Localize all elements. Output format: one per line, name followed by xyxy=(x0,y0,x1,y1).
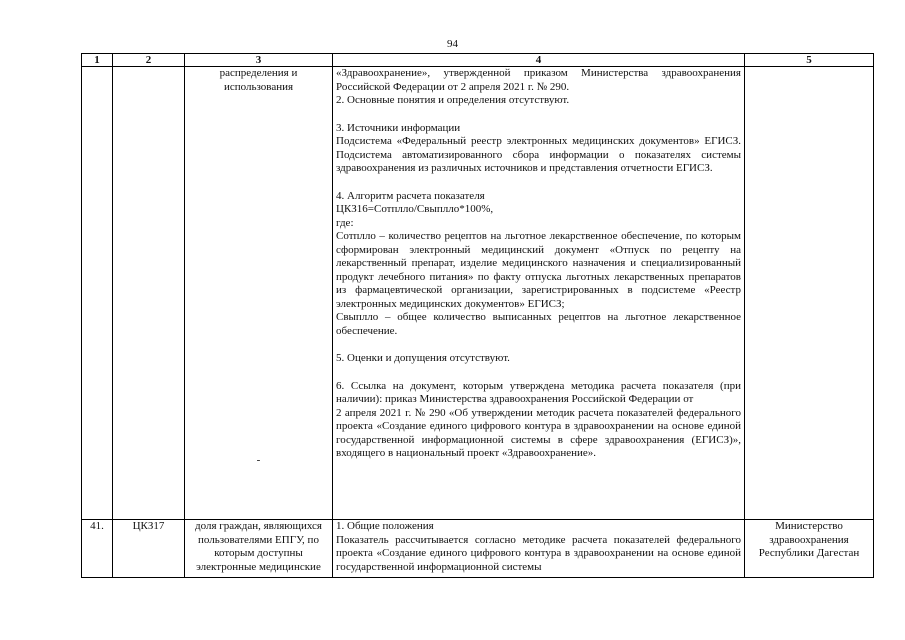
page-number: 94 xyxy=(447,38,458,50)
methodology-paragraph: «Здравоохранение», утвержденной приказом Министерства здравоохранения Российской Федерации от 2 апреля 2021 г. № 290. xyxy=(336,67,741,93)
header-col-3: 3 xyxy=(185,54,333,67)
header-col-5: 5 xyxy=(745,54,874,67)
section-3-body: Подсистема «Федеральный реестр электронных медицинских документов» ЕГИСЗ. Подсистема автоматизированного сбора информации о показателях системы здравоохранения из различных источников и представления отчетности ЕГИСЗ. xyxy=(336,135,741,174)
table-header-row xyxy=(82,54,874,67)
indicator-name-text: распределения и использования xyxy=(219,67,298,93)
formula-text: ЦКЗ16=Сотплло/Свыплло*100%, xyxy=(336,203,494,215)
indicator-code-cell: ЦКЗ17 xyxy=(113,520,185,578)
responsible-cell xyxy=(745,67,874,520)
responsible-cell: Министерство здравоохранения Республики Дагестан xyxy=(745,520,874,578)
section-6-continuation: 2 апреля 2021 г. № 290 «Об утверждении методик расчета показателей федерального проекта «Создание единого цифрового контура в здравоохранении на основе единой государственной информационной системы в сфере здравоохранения (ЕГИСЗ)», входящего в национальный проект «Здравоохранение». xyxy=(336,406,741,459)
section-3-title: 3. Источники информации xyxy=(336,121,461,134)
indicator-name-cell xyxy=(185,67,333,520)
methodology-cell xyxy=(333,67,745,520)
header-col-1: 1 xyxy=(82,54,113,67)
definition-1-text: Сотплло – количество рецептов на льготное лекарственное обеспечение, по которым сформирован электронный медицинский документ «Отпуск по рецепту на лекарственный препарат, изделие медицинского назначения и специализированный продукт лечебного питания» по факту отпуска льготных лекарственных препаратов из фармацевтической организации, зарегистрированных в подсистеме «Реестр электронных медицинских документов» ЕГИСЗ; xyxy=(336,230,741,310)
section-1-title: 1. Общие положения xyxy=(336,520,434,532)
header-col-4: 4 xyxy=(333,54,745,67)
section-6-text: 6. Ссылка на документ, которым утверждена методика расчета показателя (при наличии): приказ Министерства здравоохранения Российской Федерации от xyxy=(336,379,741,405)
table-row xyxy=(82,67,874,520)
definition-2-text: Свыплло – общее количество выписанных рецептов на льготное лекарственное обеспечение. xyxy=(336,311,741,337)
where-text: где: xyxy=(336,216,354,229)
dash-mark: - xyxy=(256,454,261,466)
section-5-text: 5. Оценки и допущения отсутствуют. xyxy=(336,352,510,364)
section-2-text: 2. Основные понятия и определения отсутствуют. xyxy=(336,94,570,106)
indicator-table xyxy=(81,53,874,578)
section-1-body: Показатель рассчитывается согласно методике расчета показателей федерального проекта «Создание единого цифрового контура в здравоохранении на основе единой государственной информационной системы xyxy=(336,533,741,573)
methodology-cell xyxy=(333,520,745,578)
indicator-code-cell xyxy=(113,67,185,520)
row-number-cell xyxy=(82,67,113,520)
indicator-name-cell: доля граждан, являющихся пользователями ЕПГУ, по которым доступны электронные медицинские xyxy=(185,520,333,578)
table-row xyxy=(82,520,874,578)
row-number-cell: 41. xyxy=(82,520,113,578)
header-col-2: 2 xyxy=(113,54,185,67)
section-4-title: 4. Алгоритм расчета показателя xyxy=(336,189,485,202)
